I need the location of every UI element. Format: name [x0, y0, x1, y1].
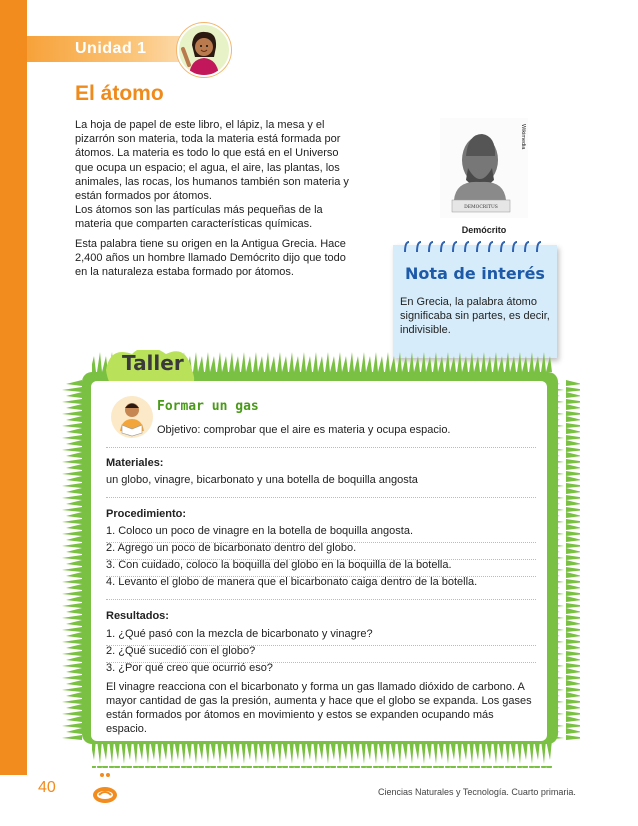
publisher-logo: [92, 771, 118, 805]
unit-label: Unidad 1: [75, 40, 147, 57]
page-title: El átomo: [75, 82, 164, 105]
intro-paragraph: Los átomos son las partículas más pequeñas de la materia que comparten características químicas.: [75, 204, 323, 231]
note-text: En Grecia, la palabra átomo significaba sin partes, es decir, indivisible.: [400, 296, 550, 336]
procedure-heading: Procedimiento:: [106, 508, 187, 520]
materials-heading: Materiales:: [106, 457, 164, 469]
image-credit: Wikimedia: [520, 124, 526, 150]
interest-note-card: [393, 245, 557, 358]
results-heading: Resultados:: [106, 610, 169, 622]
procedure-step: 1. Coloco un poco de vinagre en la botella de boquilla angosta.: [106, 525, 414, 537]
side-color-bar: [0, 0, 27, 775]
divider: [106, 447, 536, 448]
materials-text: un globo, vinagre, bicarbonato y una botella de boquilla angosta: [106, 474, 418, 486]
spiral-binding: [401, 240, 551, 254]
page-number: 40: [38, 779, 56, 796]
activity-title: Formar un gas: [157, 399, 259, 414]
procedure-step: 4. Levanto el globo de manera que el bicarbonato caiga dentro de la botella.: [106, 576, 478, 588]
note-title: Nota de interés: [405, 264, 545, 283]
portrait-caption: Demócrito: [461, 225, 507, 235]
procedure-step: 2. Agrego un poco de bicarbonato dentro del globo.: [106, 542, 357, 554]
workshop-label: Taller: [122, 351, 184, 375]
results-question: 2. ¿Qué sucedió con el globo?: [106, 645, 256, 657]
results-question: 3. ¿Por qué creo que ocurrió eso?: [106, 662, 273, 674]
activity-objective: Objetivo: comprobar que el aire es materia y ocupa espacio.: [157, 424, 451, 436]
book-title-footer: Ciencias Naturales y Tecnología. Cuarto primaria.: [378, 787, 576, 797]
divider: [106, 599, 536, 600]
bust-plate-text: DEMOCRITUS: [464, 205, 498, 210]
results-question: 1. ¿Qué pasó con la mezcla de bicarbonato y vinagre?: [106, 628, 373, 640]
intro-paragraph: Esta palabra tiene su origen en la Antigua Grecia. Hace 2,400 años un hombre llamado Demócrito dijo que todo en la naturaleza estaba formado por átomos.: [75, 238, 346, 279]
reading-student-icon: [110, 395, 154, 439]
procedure-step: 3. Con cuidado, coloco la boquilla del globo en la boquilla de la botella.: [106, 559, 452, 571]
democritus-bust-image: [440, 118, 528, 218]
intro-paragraph: La hoja de papel de este libro, el lápiz, la mesa y el pizarrón son materia, toda la materia está formada por átomos. La materia es todo lo que está en el Universo que ocupa un espacio; el agua, el aire, las plantas, los animales, las rocas, los humanos también son materia y están formados por átomos.: [75, 119, 349, 203]
student-illustration: [177, 23, 231, 77]
divider: [106, 497, 536, 498]
results-explanation: El vinagre reacciona con el bicarbonato y forma un gas llamado dióxido de carbono. A mayor cantidad de gas la presión, aumenta y hace que el globo se expanda. Los gases están formados por átomos en movimiento y estos se expanden ocupando más espacio.: [106, 681, 532, 735]
